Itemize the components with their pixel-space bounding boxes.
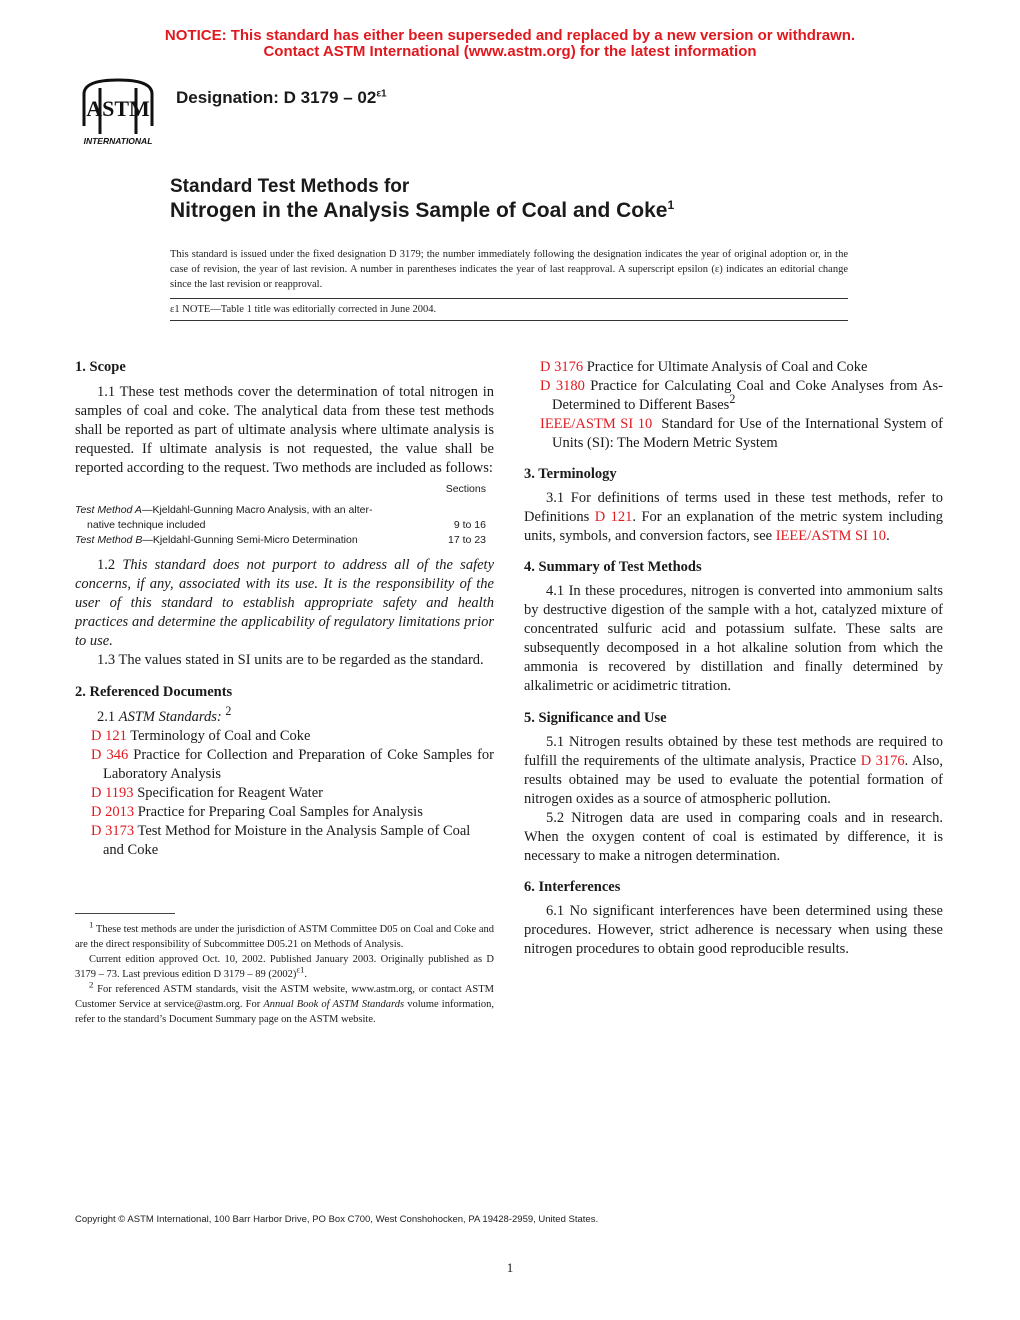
notice-line-1: NOTICE: This standard has either been superseded and replaced by a new version or withdrawn. [164, 27, 856, 44]
table-row [75, 503, 494, 518]
divider [170, 320, 848, 321]
footnote-1-text: These test methods are under the jurisdiction of ASTM Committee D05 on Coal and Coke and are the direct responsibility of Subcommittee D05.21 on Methods of Analysis. [75, 924, 495, 950]
left-column [75, 358, 494, 860]
section-heading-summary: 4. Summary of Test Methods [524, 559, 702, 575]
method-b-sections: 17 to 23 [448, 534, 486, 546]
astm-logo [76, 76, 160, 148]
title-line-2 [170, 199, 674, 223]
section-heading-referenced: 2. Referenced Documents [75, 684, 233, 700]
footnote-2-mark: 2 [89, 979, 94, 990]
reference-item [524, 415, 943, 453]
link-d121[interactable]: D 121 [594, 509, 633, 525]
paragraph-2-1-num: 2.1 [97, 709, 116, 725]
footnote-1b [75, 952, 494, 982]
reference-item [75, 822, 494, 860]
page-number: 1 [506, 1260, 514, 1275]
sections-header: Sections [445, 483, 486, 495]
title-text: Nitrogen in the Analysis Sample of Coal and Coke [170, 199, 668, 222]
paragraph-3-1-text-b: . For an explanation of the metric system including units, symbols, and conversion factors, see [524, 509, 943, 544]
methods-table [75, 482, 494, 548]
paragraph-6-1: 6.1 No significant interferences have been determined using these procedures. However, strict adherence is necessary when using these nitrogen procedures to obtain good reproducible results. [524, 903, 943, 957]
footnote-2 [75, 979, 495, 1027]
table-row [75, 518, 494, 533]
footnotes [75, 919, 495, 1027]
section-heading-terminology: 3. Terminology [524, 466, 617, 482]
paragraph-5-2: 5.2 Nitrogen data are used in comparing coals and in research. When the oxygen content of coal is estimated by difference, it is necessary to make a nitrogen determination. [524, 810, 943, 864]
method-a-text: —Kjeldahl-Gunning Macro Analysis, with an alter- [141, 504, 373, 516]
paragraph-1-2-text: This standard does not purport to address all of the safety concerns, if any, associated with its use. It is the responsibility of the user of this standard to establish appropriate safety and health practices and determine the applicability of regulatory limitations prior to use. [75, 557, 494, 649]
paragraph-1-1: 1.1 These test methods cover the determination of total nitrogen in samples of coal and coke. The analytical data from these test methods shall be reported as part of ultimate analysis where ultimate analysis is requested. If ultimate analysis is not requested, the value shall be reported according to the request. Two methods are included as follows: [75, 384, 494, 476]
reference-text: Test Method for Moisture in the Analysis Sample of Coal and Coke [103, 823, 471, 858]
reference-link[interactable]: D 2013 [91, 804, 135, 820]
footnote-divider [75, 913, 175, 914]
issued-note: This standard is issued under the fixed designation D 3179; the number immediately following the designation indicates the year of original adoption or, in the case of revision, the year of last revision. A number in parentheses indicates the year of last reapproval. A superscript epsilon (ε) indicates an editorial change since the last revision or reapproval. [170, 249, 848, 290]
epsilon-note: ε1 NOTE—Table 1 title was editorially corrected in June 2004. [170, 304, 437, 315]
reference-sup: 2 [729, 392, 736, 407]
reference-text: Specification for Reagent Water [137, 785, 323, 801]
paragraph-5-1 [524, 733, 943, 809]
footnote-1 [75, 919, 495, 952]
reference-text: Practice for Preparing Coal Samples for Analysis [137, 804, 423, 820]
designation-superscript: ε1 [376, 88, 387, 100]
reference-item [524, 358, 943, 377]
paragraph-2-1-label: ASTM Standards: [118, 709, 222, 725]
paragraph-5-1-text-a: 5.1 Nitrogen results obtained by these test methods are required to fulfill the requirements of the ultimate analysis, Practice [524, 734, 943, 769]
footnote-2-text-b: volume information, refer to the standard’s Document Summary page on the ASTM website. [75, 999, 494, 1025]
paragraph-2-1-sup: 2 [225, 704, 232, 719]
reference-link[interactable]: D 121 [91, 728, 127, 744]
reference-link[interactable]: D 3173 [91, 823, 135, 839]
designation [176, 88, 387, 108]
reference-link[interactable]: D 3176 [540, 359, 584, 375]
paragraph-3-1-text-a: 3.1 For definitions of terms used in these test methods, refer to Definitions [524, 490, 943, 525]
paragraph-1-2 [75, 556, 494, 651]
section-heading-interferences: 6. Interferences [524, 879, 621, 895]
logo-subtext: INTERNATIONAL [83, 136, 153, 146]
footnote-1b-text: Current edition approved Oct. 10, 2002. Published January 2003. Originally published as D 3179 – 73. Last previous edition D 3179 – 89 (2002) [75, 954, 494, 980]
method-a-label: Test Method A [75, 504, 142, 516]
logo-text: ASTM [86, 96, 150, 121]
copyright: Copyright © ASTM International, 100 Barr Harbor Drive, PO Box C700, West Conshohocken, PA 19428-2959, United States. [75, 1214, 599, 1225]
footnote-1b-sup: ε1 [296, 964, 305, 975]
reference-text: Practice for Ultimate Analysis of Coal and Coke [586, 359, 868, 375]
reference-link[interactable]: IEEE/ASTM SI 10 [540, 416, 653, 432]
reference-text: Terminology of Coal and Coke [130, 728, 311, 744]
link-ieee-astm-si10[interactable]: IEEE/ASTM SI 10 [775, 528, 887, 544]
designation-label: Designation: D 3179 – 02 [176, 88, 377, 107]
paragraph-1-2-num: 1.2 [97, 557, 116, 573]
reference-link[interactable]: D 3180 [540, 378, 585, 394]
footnote-1-mark: 1 [89, 919, 94, 930]
reference-link[interactable]: D 1193 [91, 785, 134, 801]
reference-text: Practice for Collection and Preparation of Coke Samples for Laboratory Analysis [103, 747, 494, 782]
notice-line-2: Contact ASTM International (www.astm.org) for the latest information [263, 43, 757, 60]
section-heading-significance: 5. Significance and Use [524, 710, 667, 726]
paragraph-1-3: 1.3 The values stated in SI units are to be regarded as the standard. [97, 652, 484, 668]
divider [170, 298, 848, 299]
reference-item [75, 784, 494, 803]
link-d3176[interactable]: D 3176 [860, 753, 905, 769]
method-b-text: —Kjeldahl-Gunning Semi-Micro Determination [142, 534, 358, 546]
reference-item [75, 727, 494, 746]
paragraph-5-1-text-b: . Also, results obtained may be used to evaluate the potential formation of nitrogen oxides as a source of atmospheric pollution. [524, 753, 944, 807]
paragraph-3-1-end: . [886, 528, 890, 544]
footnote-1b-end: . [304, 969, 308, 980]
title-line-1: Standard Test Methods for [170, 176, 410, 197]
reference-text: Standard for Use of the International System of Units (SI): The Modern Metric System [552, 416, 944, 451]
footnote-2-italic: Annual Book of ASTM Standards [263, 999, 405, 1010]
paragraph-2-1 [75, 704, 494, 727]
method-b-label: Test Method B [75, 534, 143, 546]
method-a-text-2: native technique included [87, 519, 206, 531]
paragraph-3-1 [524, 489, 943, 546]
reference-text: Practice for Calculating Coal and Coke Analyses from As-Determined to Different Bases [552, 378, 944, 413]
paragraph-4-1: 4.1 In these procedures, nitrogen is converted into ammonium salts by destructive digestion of the sample with a hot, catalyzed mixture of concentrated sulfuric acid and potassium sulfate. These salts are subsequently decomposed in a hot alkaline solution from which the ammonia is recovered by distillation and finally determined by alkalimetric or acidimetric titration. [524, 583, 943, 694]
title-footnote-mark: 1 [667, 198, 675, 212]
right-column [524, 358, 943, 959]
footnote-2-text-a: For referenced ASTM standards, visit the ASTM website, www.astm.org, or contact ASTM Customer Service at service@astm.org. For [75, 984, 495, 1010]
reference-item [75, 803, 494, 822]
section-heading-scope: 1. Scope [75, 359, 126, 375]
reference-link[interactable]: D 346 [91, 747, 129, 763]
reference-item [75, 746, 494, 784]
table-row [75, 533, 494, 548]
reference-item [524, 377, 943, 415]
method-a-sections: 9 to 16 [453, 519, 486, 531]
